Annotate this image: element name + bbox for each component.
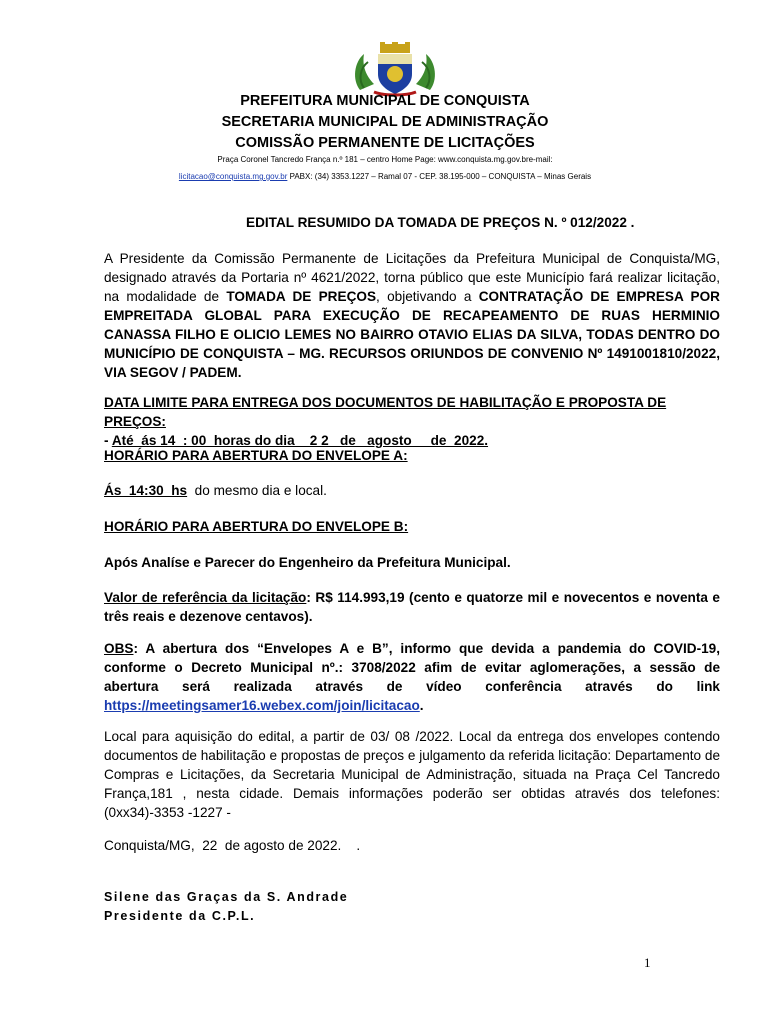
date-line: Conquista/MG, 22 de agosto de 2022. . — [104, 838, 361, 853]
reference-label: Valor de referência da licitação — [104, 590, 307, 605]
signature-role: Presidente da C.P.L. — [104, 909, 256, 923]
signature-name: Silene das Graças da S. Andrade — [104, 890, 349, 904]
header-contact-line — [0, 172, 770, 181]
header-line-secretaria: SECRETARIA MUNICIPAL DE ADMINISTRAÇÃO — [221, 114, 549, 130]
envelope-a-rest: do mesmo dia e local. — [187, 483, 327, 498]
header-line-prefeitura: PREFEITURA MUNICIPAL DE CONQUISTA — [240, 93, 530, 109]
edital-title: EDITAL RESUMIDO DA TOMADA DE PREÇOS N. º 012/2022 . — [246, 215, 635, 230]
intro-text-2: , objetivando a — [376, 289, 479, 304]
envelope-b-heading: HORÁRIO PARA ABERTURA DO ENVELOPE B: — [104, 519, 409, 534]
intro-paragraph — [104, 249, 720, 382]
page-number: 1 — [644, 955, 651, 970]
envelope-a-time: Ás 14:30 hs — [104, 483, 188, 498]
obs-text: : A abertura dos “Envelopes A e B”, informo que devida a pandemia do COVID-19, conforme o Decreto Municipal nº.: 3708/2022 afim de evitar aglomerações, a sessão de abertura será realizada através de vídeo conferência através do link — [104, 641, 720, 694]
reference-amount: : R$ 114.993,19 (cento e quatorze mil e novecentos e noventa e três reais e dezenove centavos). — [104, 590, 720, 624]
deadline-heading: DATA LIMITE PARA ENTREGA DOS DOCUMENTOS DE HABILITAÇÃO E PROPOSTA DE PREÇOS: — [104, 395, 667, 429]
obs-label: OBS — [104, 641, 134, 656]
reference-value — [104, 588, 720, 626]
local-paragraph: Local para aquisição do edital, a partir de 03/ 08 /2022. Local da entrega dos envelopes contendo documentos de habilitação e propostas de preços e julgamento da referida licitação: Departamento de Compras e Licitações, da Secretaria Municipal de Administração, situada na Praça Cel Tancredo França,181 , nesta cidade. Demais informações poderão ser obtidas através dos telefones: (0xx34)-3353 -1227 - — [104, 729, 720, 820]
deadline-prefix: - — [104, 433, 112, 448]
email-link[interactable]: licitacao@conquista.mg.gov.br — [178, 172, 288, 181]
deadline-section — [104, 393, 720, 450]
obs-end: . — [419, 698, 424, 713]
header-address: Praça Coronel Tancredo França n.º 181 – centro Home Page: www.conquista.mg.gov.bre-mail: — [217, 155, 553, 164]
envelope-a-heading: HORÁRIO PARA ABERTURA DO ENVELOPE A: — [104, 448, 408, 463]
obs-paragraph — [104, 639, 720, 715]
webex-link[interactable]: https://meetingsamer16.webex.com/join/licitacao — [104, 698, 420, 713]
deadline-value: Até ás 14 : 00 horas do dia 2 2 de agosto de 2022. — [111, 433, 489, 448]
intro-modality: TOMADA DE PREÇOS — [226, 289, 377, 304]
intro-text: A Presidente da Comissão Permanente de Licitações da Prefeitura Municipal de Conquista/MG, designado através da Portaria nº 4621/2022, torna público que este Município fará realizar licitação, na modalidade de — [104, 251, 720, 304]
municipal-crest-icon — [350, 40, 440, 98]
intro-object: CONTRATAÇÃO DE EMPRESA POR EMPREITADA GLOBAL PARA EXECUÇÃO DE RECAPEAMENTO DE RUAS HERMINIO CANASSA FILHO E OLICIO LEMES NO BAIRRO OTAVIO ELIAS DA SILVA, TODAS DENTRO DO MUNICÍPIO DE CONQUISTA – MG. RECURSOS ORIUNDOS DE CONVENIO Nº 1491001810/2022, VIA SEGOV / PADEM. — [104, 289, 720, 380]
envelope-a-time-line — [104, 481, 720, 500]
header-contact: PABX: (34) 3353.1227 – Ramal 07 - CEP. 38.195-000 – CONQUISTA – Minas Gerais — [287, 172, 592, 181]
envelope-b-text: Após Analíse e Parecer do Engenheiro da Prefeitura Municipal. — [104, 555, 511, 570]
header-line-comissao: COMISSÃO PERMANENTE DE LICITAÇÕES — [235, 135, 535, 151]
